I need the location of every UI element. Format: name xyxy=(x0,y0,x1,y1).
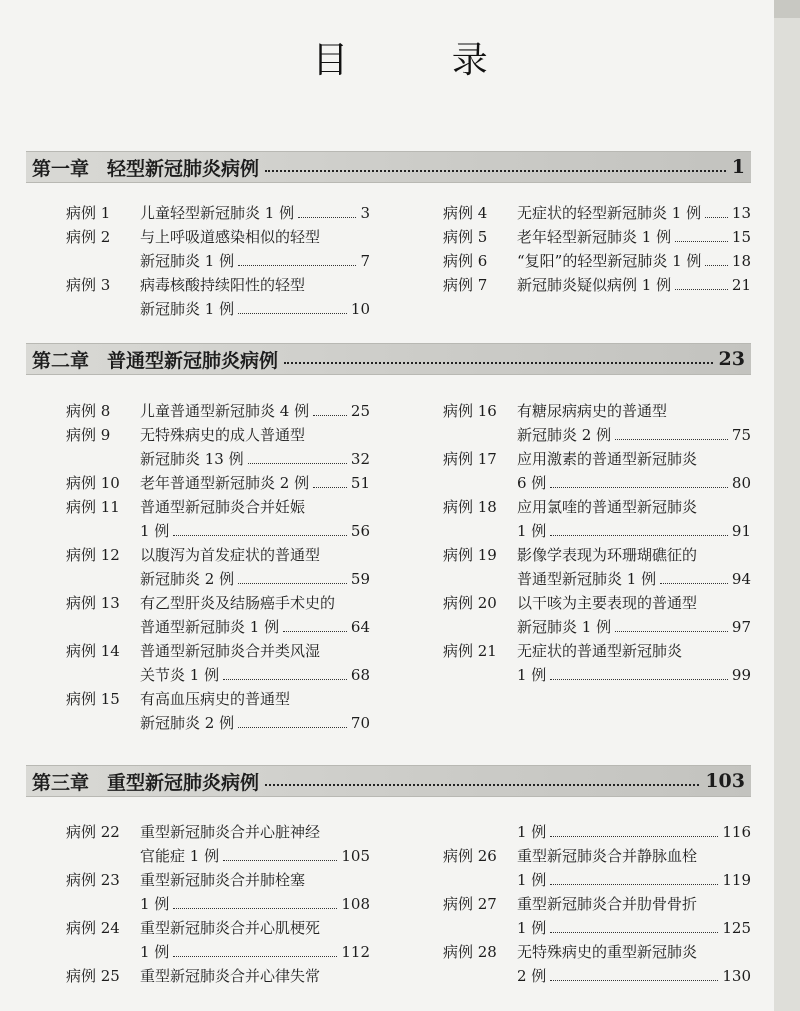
entry-title: 儿童普通型新冠肺炎 4 例 xyxy=(140,402,310,420)
dot-leader xyxy=(223,679,347,680)
entry-title: 无特殊病史的成人普通型 xyxy=(140,426,306,444)
entry-title: 关节炎 1 例 xyxy=(140,666,220,684)
entry-title: 应用氯喹的普通型新冠肺炎 xyxy=(517,498,698,516)
entry-title: “复阳”的轻型新冠肺炎 1 例 xyxy=(517,252,702,270)
page-number: 51 xyxy=(350,474,370,492)
case-label: 病例 23 xyxy=(66,871,120,889)
dot-leader xyxy=(223,860,337,861)
page-number: 112 xyxy=(341,943,370,961)
entry-title: 重型新冠肺炎合并肺栓塞 xyxy=(140,871,306,889)
dot-leader xyxy=(265,162,726,172)
case-label: 病例 9 xyxy=(66,426,111,444)
entry-title: 应用激素的普通型新冠肺炎 xyxy=(517,450,698,468)
dot-leader xyxy=(248,463,347,464)
case-label: 病例 14 xyxy=(66,642,120,660)
case-label: 病例 1 xyxy=(66,204,111,222)
toc-entry[interactable] xyxy=(66,225,370,273)
entry-title: 以干咳为主要表现的普通型 xyxy=(517,594,698,612)
entry-title: 官能症 1 例 xyxy=(140,847,220,865)
dot-leader xyxy=(550,980,718,981)
case-label: 病例 24 xyxy=(66,919,120,937)
toc-entry[interactable] xyxy=(443,249,751,273)
case-label: 病例 2 xyxy=(66,228,111,246)
dot-leader xyxy=(238,727,347,728)
entry-title: 2 例 xyxy=(517,967,547,985)
page-number: 125 xyxy=(722,919,751,937)
entry-title: 有高血压病史的普通型 xyxy=(140,690,291,708)
page-number: 56 xyxy=(350,522,370,540)
entry-title: 1 例 xyxy=(517,823,547,841)
page-title: 目 录 xyxy=(312,40,534,81)
case-label: 病例 18 xyxy=(443,498,497,516)
toc-column-ch2-left xyxy=(66,399,370,735)
page-number: 21 xyxy=(731,276,751,294)
page-number: 25 xyxy=(350,402,370,420)
entry-title: 重型新冠肺炎合并心肌梗死 xyxy=(140,919,321,937)
dot-leader xyxy=(238,265,356,266)
entry-title: 新冠肺炎 2 例 xyxy=(517,426,612,444)
dot-leader xyxy=(298,217,356,218)
entry-title: 重型新冠肺炎合并肋骨骨折 xyxy=(517,895,698,913)
page-number: 32 xyxy=(350,450,370,468)
case-label: 病例 5 xyxy=(443,228,488,246)
dot-leader xyxy=(173,908,337,909)
toc-entry[interactable] xyxy=(66,820,370,868)
case-label: 病例 7 xyxy=(443,276,488,294)
entry-title: 新冠肺炎疑似病例 1 例 xyxy=(517,276,672,294)
page-number: 80 xyxy=(731,474,751,492)
entry-title: 1 例 xyxy=(517,919,547,937)
dot-leader xyxy=(265,776,699,786)
page-number: 3 xyxy=(360,204,370,222)
dot-leader xyxy=(238,583,347,584)
chapter-number: 第三章 xyxy=(32,771,90,794)
page-number: 59 xyxy=(350,570,370,588)
entry-title: 1 例 xyxy=(140,522,170,540)
entry-title: 有糖尿病病史的普通型 xyxy=(517,402,668,420)
entry-title: 有乙型肝炎及结肠癌手术史的 xyxy=(140,594,336,612)
dot-leader xyxy=(615,439,728,440)
case-label: 病例 10 xyxy=(66,474,120,492)
dot-leader xyxy=(173,535,347,536)
case-label: 病例 15 xyxy=(66,690,120,708)
toc-entry[interactable] xyxy=(66,687,370,735)
page-number: 15 xyxy=(731,228,751,246)
page-number: 130 xyxy=(722,967,751,985)
case-label: 病例 12 xyxy=(66,546,120,564)
dot-leader xyxy=(550,535,728,536)
entry-title: 重型新冠肺炎合并静脉血栓 xyxy=(517,847,698,865)
entry-title: 无症状的轻型新冠肺炎 1 例 xyxy=(517,204,702,222)
entry-title: 1 例 xyxy=(517,666,547,684)
chapter-title: 重型新冠肺炎病例 xyxy=(107,771,260,794)
page-number: 64 xyxy=(350,618,370,636)
entry-title: 影像学表现为环珊瑚礁征的 xyxy=(517,546,698,564)
entry-title: 1 例 xyxy=(517,522,547,540)
case-label: 病例 13 xyxy=(66,594,120,612)
page-number: 116 xyxy=(722,823,751,841)
entry-title: 老年普通型新冠肺炎 2 例 xyxy=(140,474,310,492)
chapter-page: 23 xyxy=(718,348,745,370)
entry-title: 新冠肺炎 1 例 xyxy=(517,618,612,636)
dot-leader xyxy=(313,487,347,488)
entry-title: 无症状的普通型新冠肺炎 xyxy=(517,642,683,660)
toc-entry[interactable] xyxy=(443,201,751,225)
case-label: 病例 17 xyxy=(443,450,497,468)
page-number: 108 xyxy=(341,895,370,913)
page-number: 7 xyxy=(360,252,370,270)
toc-entry[interactable] xyxy=(66,639,370,687)
entry-title: 新冠肺炎 13 例 xyxy=(140,450,244,468)
toc-entry[interactable] xyxy=(66,495,370,543)
dot-leader xyxy=(313,415,347,416)
entry-title: 1 例 xyxy=(140,943,170,961)
toc-entry[interactable] xyxy=(443,495,751,543)
toc-entry[interactable] xyxy=(443,639,751,687)
case-label: 病例 25 xyxy=(66,967,120,985)
toc-entry[interactable] xyxy=(66,868,370,916)
page-number: 75 xyxy=(731,426,751,444)
entry-title: 1 例 xyxy=(140,895,170,913)
entry-title: 重型新冠肺炎合并心脏神经 xyxy=(140,823,321,841)
toc-entry[interactable] xyxy=(66,273,370,321)
chapter-page: 103 xyxy=(705,770,745,792)
entry-title: 普通型新冠肺炎合并类风湿 xyxy=(140,642,321,660)
dot-leader xyxy=(550,679,728,680)
dot-leader xyxy=(550,884,718,885)
toc-entry[interactable] xyxy=(443,820,751,844)
dot-leader xyxy=(283,631,347,632)
toc-entry[interactable] xyxy=(66,591,370,639)
dot-leader xyxy=(238,313,347,314)
chapter-1-header[interactable] xyxy=(26,151,751,183)
dot-leader xyxy=(615,631,728,632)
page-number: 10 xyxy=(350,300,370,318)
dot-leader xyxy=(675,241,728,242)
book-spine-edge xyxy=(774,0,800,1011)
dot-leader xyxy=(675,289,728,290)
dot-leader xyxy=(284,354,713,364)
page-number: 97 xyxy=(731,618,751,636)
toc-entry[interactable] xyxy=(66,543,370,591)
entry-title: 新冠肺炎 1 例 xyxy=(140,300,235,318)
entry-title: 新冠肺炎 2 例 xyxy=(140,570,235,588)
case-label: 病例 8 xyxy=(66,402,111,420)
toc-entry[interactable] xyxy=(443,543,751,591)
toc-entry[interactable] xyxy=(443,844,751,892)
toc-entry[interactable] xyxy=(443,447,751,495)
toc-column-ch1-right xyxy=(443,201,751,297)
toc-entry[interactable] xyxy=(66,399,370,423)
entry-title: 重型新冠肺炎合并心律失常 xyxy=(140,967,321,985)
case-label: 病例 22 xyxy=(66,823,120,841)
chapter-number: 第二章 xyxy=(32,349,90,372)
case-label: 病例 11 xyxy=(66,498,120,516)
chapter-title: 普通型新冠肺炎病例 xyxy=(107,349,279,372)
toc-entry[interactable] xyxy=(443,399,751,447)
entry-title: 病毒核酸持续阳性的轻型 xyxy=(140,276,306,294)
case-label: 病例 28 xyxy=(443,943,497,961)
case-label: 病例 3 xyxy=(66,276,111,294)
chapter-2-header[interactable] xyxy=(26,343,751,375)
toc-column-ch3-left xyxy=(66,820,370,988)
toc-entry[interactable] xyxy=(443,273,751,297)
toc-column-ch2-right xyxy=(443,399,751,687)
toc-column-ch3-right xyxy=(443,820,751,988)
entry-title: 普通型新冠肺炎合并妊娠 xyxy=(140,498,306,516)
dot-leader xyxy=(660,583,728,584)
page-number: 70 xyxy=(350,714,370,732)
entry-title: 普通型新冠肺炎 1 例 xyxy=(517,570,657,588)
toc-entry[interactable] xyxy=(443,225,751,249)
toc-entry[interactable] xyxy=(66,916,370,964)
case-label: 病例 20 xyxy=(443,594,497,612)
entry-title: 以腹泻为首发症状的普通型 xyxy=(140,546,321,564)
page-number: 18 xyxy=(731,252,751,270)
toc-entry[interactable] xyxy=(443,892,751,940)
entry-title: 6 例 xyxy=(517,474,547,492)
dot-leader xyxy=(550,836,718,837)
toc-entry[interactable] xyxy=(66,471,370,495)
toc-entry[interactable] xyxy=(66,201,370,225)
toc-entry[interactable] xyxy=(443,591,751,639)
book-spine-top xyxy=(774,0,800,18)
toc-entry[interactable] xyxy=(66,423,370,471)
chapter-number: 第一章 xyxy=(32,157,90,180)
chapter-title: 轻型新冠肺炎病例 xyxy=(107,157,260,180)
entry-title: 新冠肺炎 2 例 xyxy=(140,714,235,732)
case-label: 病例 19 xyxy=(443,546,497,564)
entry-title: 新冠肺炎 1 例 xyxy=(140,252,235,270)
entry-title: 老年轻型新冠肺炎 1 例 xyxy=(517,228,672,246)
case-label: 病例 16 xyxy=(443,402,497,420)
chapter-page: 1 xyxy=(731,156,745,178)
entry-title: 与上呼吸道感染相似的轻型 xyxy=(140,228,321,246)
case-label: 病例 27 xyxy=(443,895,497,913)
toc-entry[interactable] xyxy=(66,964,370,988)
dot-leader xyxy=(705,265,727,266)
dot-leader xyxy=(550,487,728,488)
entry-title: 1 例 xyxy=(517,871,547,889)
toc-column-ch1-left xyxy=(66,201,370,321)
case-label: 病例 21 xyxy=(443,642,497,660)
case-label: 病例 6 xyxy=(443,252,488,270)
toc-entry[interactable] xyxy=(443,940,751,988)
page-number: 99 xyxy=(731,666,751,684)
dot-leader xyxy=(550,932,718,933)
dot-leader xyxy=(173,956,337,957)
chapter-3-header[interactable] xyxy=(26,765,751,797)
case-label: 病例 4 xyxy=(443,204,488,222)
page-number: 91 xyxy=(731,522,751,540)
dot-leader xyxy=(705,217,728,218)
page-number: 13 xyxy=(731,204,751,222)
entry-title: 普通型新冠肺炎 1 例 xyxy=(140,618,280,636)
case-label: 病例 26 xyxy=(443,847,497,865)
page-number: 68 xyxy=(350,666,370,684)
entry-title: 儿童轻型新冠肺炎 1 例 xyxy=(140,204,295,222)
page-number: 105 xyxy=(341,847,370,865)
entry-title: 无特殊病史的重型新冠肺炎 xyxy=(517,943,698,961)
page-number: 94 xyxy=(731,570,751,588)
page-number: 119 xyxy=(722,871,751,889)
